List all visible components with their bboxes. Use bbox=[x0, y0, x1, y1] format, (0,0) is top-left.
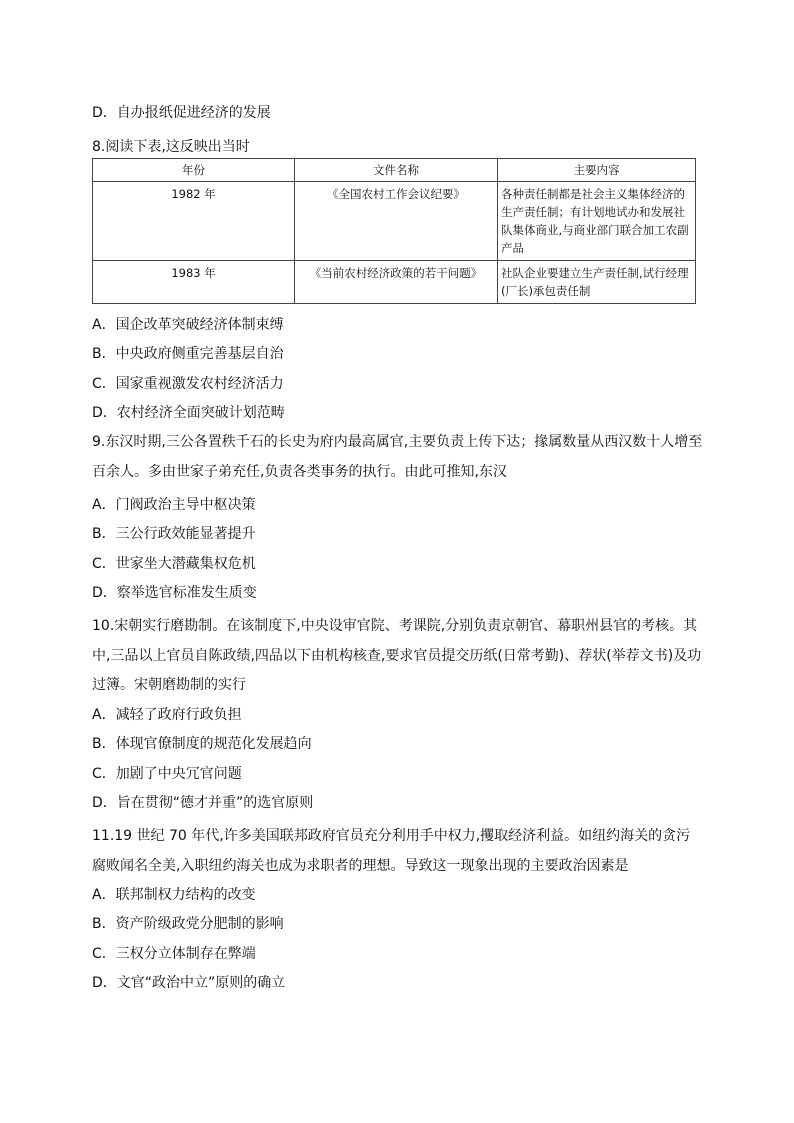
q11-option-a: A．联邦制权力结构的改变 bbox=[92, 887, 256, 903]
q9-option-b: B．三公行政效能显著提升 bbox=[92, 526, 256, 542]
table-header-row bbox=[93, 159, 696, 182]
q10-option-c: C．加剧了中央冗官问题 bbox=[92, 766, 242, 782]
table-cell-content: 社队企业要建立生产责任制,试行经理(厂长)承包责任制 bbox=[497, 261, 695, 304]
q8-option-a: A．国企改革突破经济体制束缚 bbox=[92, 317, 284, 333]
q9-option-a: A．门阀政治主导中枢决策 bbox=[92, 497, 256, 513]
table-cell-content: 各种责任制都是社会主义集体经济的生产责任制；有计划地试办和发展社队集体商业,与商业部门联合加工农副产品 bbox=[497, 182, 695, 261]
q11-option-b: B．资产阶级政党分肥制的影响 bbox=[92, 916, 284, 932]
q11-option-d: D．文官“政治中立”原则的确立 bbox=[92, 975, 286, 991]
q10-option-d: D．旨在贯彻“德才并重”的选官原则 bbox=[92, 795, 314, 811]
q8-stem: 8.阅读下表,这反映出当时 bbox=[92, 139, 250, 155]
q9-stem: 9.东汉时期,三公各置秩千石的长史为府内最高属官,主要负责上传下达；掾属数量从西汉数十人增至百余人。多由世家子弟充任,负责各类事务的执行。由此可推知,东汉 bbox=[92, 434, 703, 480]
q9-option-d: D．察举选官标准发生质变 bbox=[92, 585, 257, 601]
q8-option-c: C．国家重视激发农村经济活力 bbox=[92, 376, 284, 392]
table-cell-year: 1982 年 bbox=[93, 182, 295, 261]
q8-table bbox=[92, 158, 696, 304]
q9-option-c: C．世家坐大潜藏集权危机 bbox=[92, 556, 256, 572]
q11-stem: 11.19 世纪 70 年代,许多美国联邦政府官员充分利用手中权力,攫取经济利益。如纽约海关的贪污腐败闻名全美,入职纽约海关也成为求职者的理想。导致这一现象出现的主要政治因素是 bbox=[92, 828, 691, 874]
q7-option-d: D．自办报纸促进经济的发展 bbox=[92, 105, 271, 121]
q11-option-c: C．三权分立体制存在弊端 bbox=[92, 946, 256, 962]
table-row bbox=[93, 182, 696, 261]
q8-option-d: D．农村经济全面突破计划范畴 bbox=[92, 405, 285, 421]
q8-option-b: B．中央政府侧重完善基层自治 bbox=[92, 346, 284, 362]
q10-stem: 10.宋朝实行磨勘制。在该制度下,中央设审官院、考课院,分别负责京朝官、幕职州县官的考核。其中,三品以上官员自陈政绩,四品以下由机构核查,要求官员提交历纸(日常考勤)、荐状(举荐文书)及功过簿。宋朝磨勘制的实行 bbox=[92, 618, 702, 693]
table-header-document: 文件名称 bbox=[295, 159, 498, 182]
q10-option-b: B．体现官僚制度的规范化发展趋向 bbox=[92, 736, 312, 752]
q10-option-a: A．减轻了政府行政负担 bbox=[92, 707, 242, 723]
table-header-content: 主要内容 bbox=[497, 159, 695, 182]
table-row bbox=[93, 261, 696, 304]
table-cell-document: 《当前农村经济政策的若干问题》 bbox=[295, 261, 498, 304]
table-cell-document: 《全国农村工作会议纪要》 bbox=[295, 182, 498, 261]
table-cell-year: 1983 年 bbox=[93, 261, 295, 304]
table-header-year: 年份 bbox=[93, 159, 295, 182]
